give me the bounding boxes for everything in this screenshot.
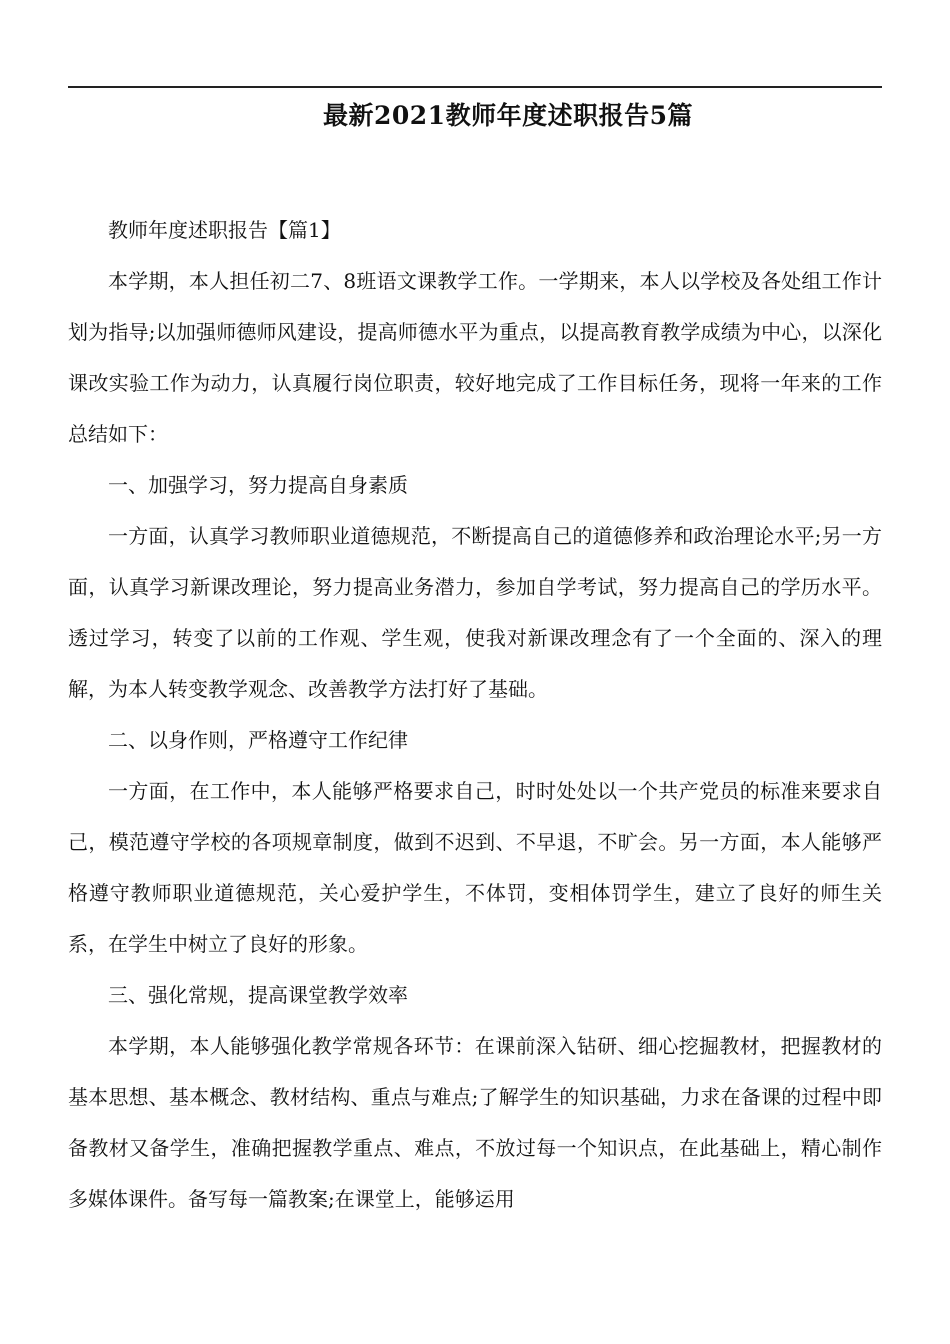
document-body [68,205,882,1225]
header-rule [68,86,882,88]
paragraph-teaching: 本学期，本人能够强化教学常规各环节：在课前深入钻研、细心挖掘教材，把握教材的基本思想、基本概念、教材结构、重点与难点;了解学生的知识基础，力求在备课的过程中即备教材又备学生，准确把握教学重点、难点，不放过每一个知识点，在此基础上，精心制作多媒体课件。备写每一篇教案;在课堂上，能够运用 [68,1034,882,1211]
heading-two: 二、以身作则，严格遵守工作纪律 [108,728,408,752]
heading-one: 一、加强学习，努力提高自身素质 [108,473,408,497]
paragraph-study: 一方面，认真学习教师职业道德规范，不断提高自己的道德修养和政治理论水平;另一方面，认真学习新课改理论，努力提高业务潜力，参加自学考试，努力提高自己的学历水平。透过学习，转变了以前的工作观、学生观，使我对新课改理念有了一个全面的、深入的理解，为本人转变教学观念、改善教学方法打好了基础。 [68,524,882,701]
section-heading: 教师年度述职报告【篇1】 [108,218,341,242]
heading-three: 三、强化常规，提高课堂教学效率 [108,983,408,1007]
intro-paragraph: 本学期，本人担任初二7、8班语文课教学工作。一学期来，本人以学校及各处组工作计划为指导;以加强师德师风建设，提高师德水平为重点，以提高教育教学成绩为中心，以深化课改实验工作为动力，认真履行岗位职责，较好地完成了工作目标任务，现将一年来的工作总结如下： [68,269,882,446]
document-title: 最新2021教师年度述职报告5篇 [323,101,693,130]
paragraph-discipline: 一方面，在工作中，本人能够严格要求自己，时时处处以一个共产党员的标准来要求自己，模范遵守学校的各项规章制度，做到不迟到、不早退，不旷会。另一方面，本人能够严格遵守教师职业道德规范，关心爱护学生，不体罚，变相体罚学生，建立了良好的师生关系，在学生中树立了良好的形象。 [68,779,882,956]
